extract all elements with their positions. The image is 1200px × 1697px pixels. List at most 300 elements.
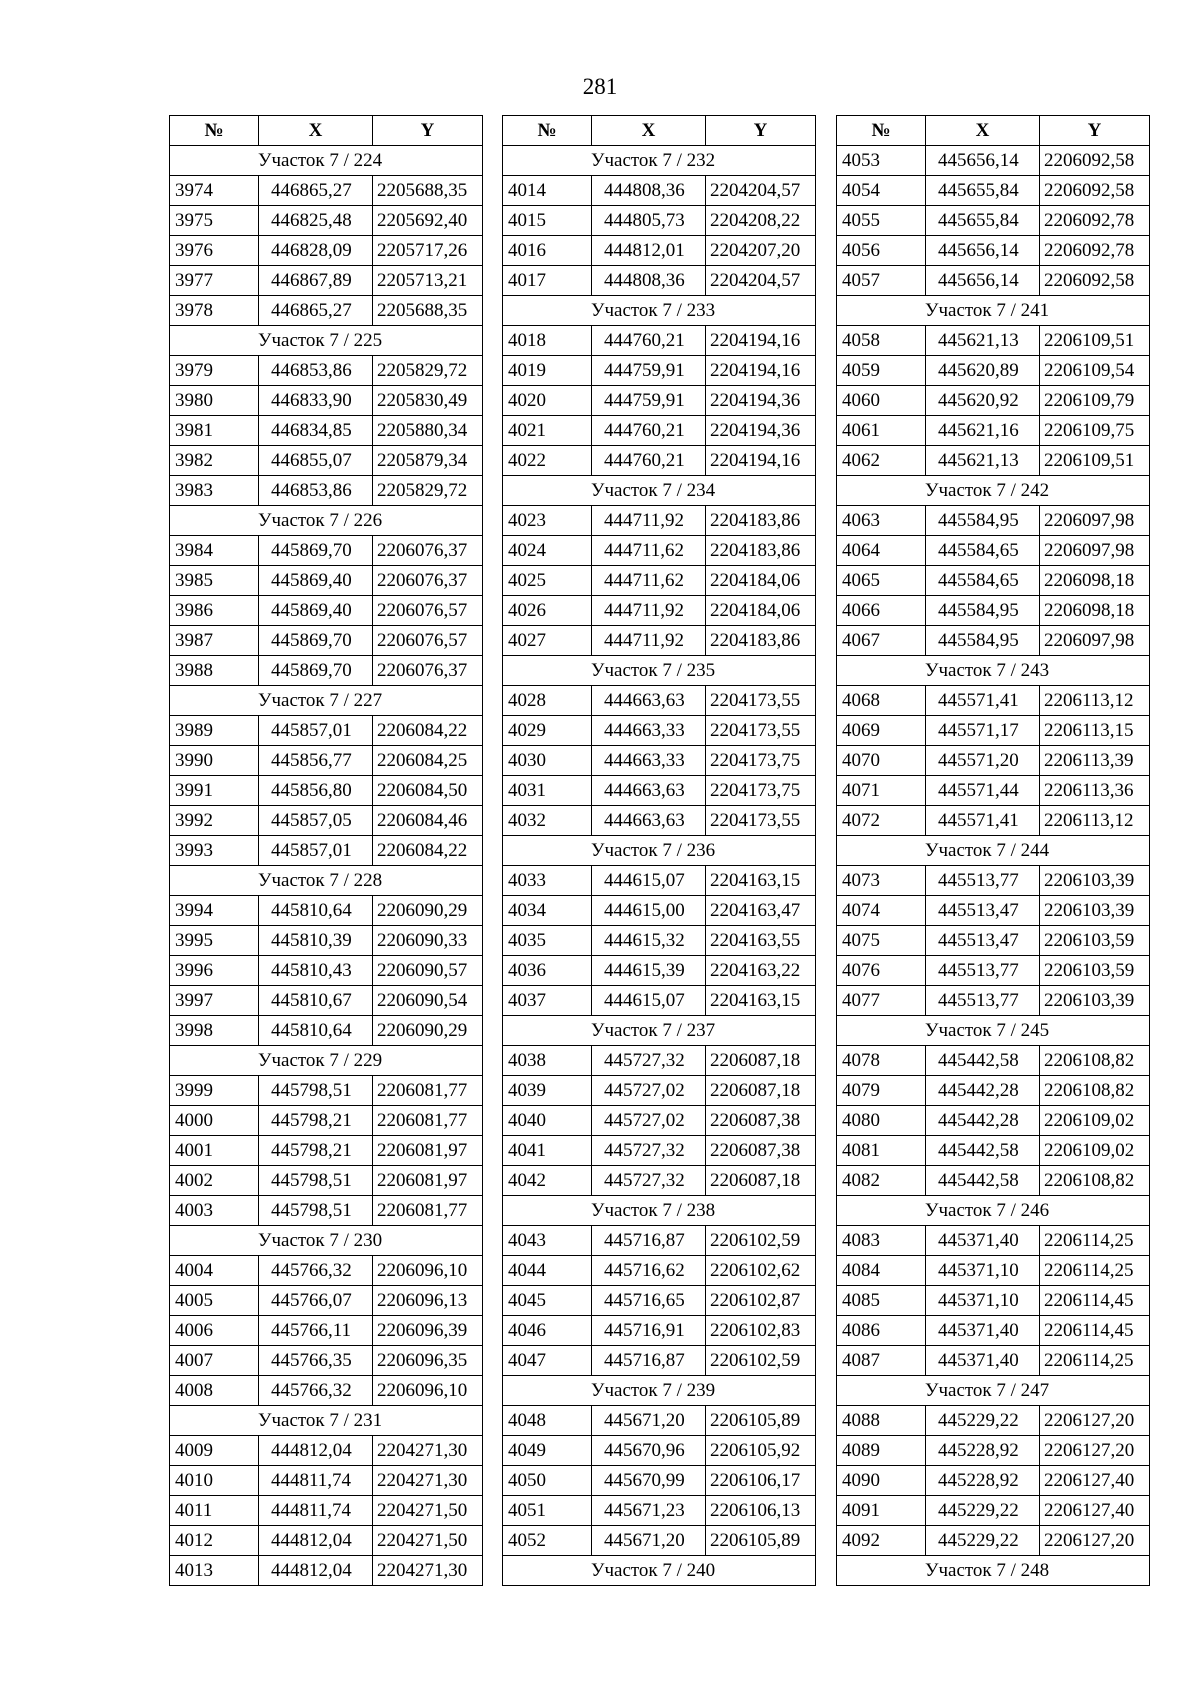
x-coordinate: 444811,74 [259,1466,373,1496]
point-number: 4059 [837,356,926,386]
table-row [503,896,816,926]
point-number: 4067 [837,626,926,656]
y-coordinate: 2206109,51 [1040,446,1150,476]
point-number: 4040 [503,1106,592,1136]
table-row [170,656,483,686]
table-row [170,236,483,266]
table-row [503,986,816,1016]
y-coordinate: 2206098,18 [1040,566,1150,596]
table-row [503,626,816,656]
x-coordinate: 446865,27 [259,176,373,206]
table-row [170,296,483,326]
x-coordinate: 445513,47 [926,896,1040,926]
y-coordinate: 2204173,75 [706,746,816,776]
section-header-row [503,656,816,686]
section-header-row [837,296,1150,326]
table-row [837,776,1150,806]
section-header-row [503,1376,816,1406]
point-number: 4062 [837,446,926,476]
point-number: 4003 [170,1196,259,1226]
table-row [170,836,483,866]
x-coordinate: 445371,40 [926,1316,1040,1346]
x-coordinate: 445810,43 [259,956,373,986]
y-coordinate: 2204183,86 [706,626,816,656]
y-coordinate: 2206090,57 [373,956,483,986]
section-header-row [837,1196,1150,1226]
x-coordinate: 445716,62 [592,1256,706,1286]
y-coordinate: 2206090,54 [373,986,483,1016]
y-coordinate: 2204204,57 [706,176,816,206]
y-coordinate: 2206127,20 [1040,1436,1150,1466]
x-coordinate: 445228,92 [926,1436,1040,1466]
x-coordinate: 445513,47 [926,926,1040,956]
y-coordinate: 2206106,17 [706,1466,816,1496]
x-coordinate: 445869,70 [259,626,373,656]
x-coordinate: 445869,70 [259,656,373,686]
section-header-row [837,1016,1150,1046]
point-number: 3979 [170,356,259,386]
point-number: 4017 [503,266,592,296]
x-coordinate: 445798,21 [259,1106,373,1136]
y-coordinate: 2206087,18 [706,1166,816,1196]
table-row [503,1226,816,1256]
y-coordinate: 2205829,72 [373,356,483,386]
y-coordinate: 2204271,30 [373,1556,483,1586]
table-row [503,416,816,446]
point-number: 4015 [503,206,592,236]
column-header-x: X [259,116,373,146]
point-number: 3997 [170,986,259,1016]
y-coordinate: 2206105,89 [706,1406,816,1436]
point-number: 4074 [837,896,926,926]
point-number: 3999 [170,1076,259,1106]
point-number: 4071 [837,776,926,806]
section-title: Участок 7 / 230 [170,1226,483,1256]
x-coordinate: 446834,85 [259,416,373,446]
y-coordinate: 2206109,79 [1040,386,1150,416]
x-coordinate: 445810,67 [259,986,373,1016]
x-coordinate: 445810,64 [259,896,373,926]
point-number: 4021 [503,416,592,446]
y-coordinate: 2206105,89 [706,1526,816,1556]
y-coordinate: 2204208,22 [706,206,816,236]
point-number: 3984 [170,536,259,566]
y-coordinate: 2204194,16 [706,356,816,386]
x-coordinate: 445869,70 [259,536,373,566]
x-coordinate: 444760,21 [592,326,706,356]
point-number: 4037 [503,986,592,1016]
table-row [837,236,1150,266]
y-coordinate: 2206114,45 [1040,1316,1150,1346]
table-row [503,236,816,266]
table-row [170,356,483,386]
table-row [837,956,1150,986]
table-row [837,626,1150,656]
y-coordinate: 2205829,72 [373,476,483,506]
table-row [170,176,483,206]
y-coordinate: 2204183,86 [706,536,816,566]
point-number: 4084 [837,1256,926,1286]
table-row [837,866,1150,896]
y-coordinate: 2206087,38 [706,1106,816,1136]
section-title: Участок 7 / 239 [503,1376,816,1406]
y-coordinate: 2206103,39 [1040,986,1150,1016]
x-coordinate: 444812,04 [259,1526,373,1556]
point-number: 4079 [837,1076,926,1106]
y-coordinate: 2206092,78 [1040,206,1150,236]
x-coordinate: 446853,86 [259,356,373,386]
point-number: 4022 [503,446,592,476]
table-row [170,956,483,986]
table-row [837,686,1150,716]
point-number: 4005 [170,1286,259,1316]
point-number: 4041 [503,1136,592,1166]
point-number: 4058 [837,326,926,356]
point-number: 4009 [170,1436,259,1466]
section-title: Участок 7 / 229 [170,1046,483,1076]
point-number: 4001 [170,1136,259,1166]
y-coordinate: 2206087,38 [706,1136,816,1166]
x-coordinate: 444663,33 [592,746,706,776]
y-coordinate: 2204163,55 [706,926,816,956]
column-header-num: № [170,116,259,146]
x-coordinate: 444663,33 [592,716,706,746]
y-coordinate: 2206081,97 [373,1166,483,1196]
y-coordinate: 2204194,36 [706,416,816,446]
x-coordinate: 446853,86 [259,476,373,506]
section-title: Участок 7 / 234 [503,476,816,506]
table-row [837,326,1150,356]
x-coordinate: 444711,62 [592,536,706,566]
table-row [170,446,483,476]
y-coordinate: 2206102,87 [706,1286,816,1316]
x-coordinate: 445869,40 [259,566,373,596]
point-number: 4090 [837,1466,926,1496]
table-row [503,956,816,986]
x-coordinate: 445670,99 [592,1466,706,1496]
point-number: 4000 [170,1106,259,1136]
x-coordinate: 445571,20 [926,746,1040,776]
point-number: 4064 [837,536,926,566]
y-coordinate: 2206113,12 [1040,686,1150,716]
y-coordinate: 2206127,20 [1040,1406,1150,1436]
y-coordinate: 2206109,75 [1040,416,1150,446]
y-coordinate: 2206113,12 [1040,806,1150,836]
y-coordinate: 2206105,92 [706,1436,816,1466]
x-coordinate: 445856,80 [259,776,373,806]
y-coordinate: 2206103,39 [1040,896,1150,926]
section-title: Участок 7 / 233 [503,296,816,326]
point-number: 3974 [170,176,259,206]
table-row [837,1106,1150,1136]
table-row [503,1106,816,1136]
point-number: 3992 [170,806,259,836]
table-row [503,596,816,626]
point-number: 3989 [170,716,259,746]
table-row [503,1316,816,1346]
point-number: 4050 [503,1466,592,1496]
x-coordinate: 445513,77 [926,866,1040,896]
y-coordinate: 2206113,36 [1040,776,1150,806]
point-number: 4056 [837,236,926,266]
table-row [170,896,483,926]
section-header-row [837,1556,1150,1586]
point-number: 4080 [837,1106,926,1136]
point-number: 4045 [503,1286,592,1316]
table-row [837,1286,1150,1316]
point-number: 3988 [170,656,259,686]
point-number: 4065 [837,566,926,596]
table-row [837,1136,1150,1166]
point-number: 4031 [503,776,592,806]
point-number: 3986 [170,596,259,626]
section-header-row [170,146,483,176]
point-number: 4069 [837,716,926,746]
coordinates-table-2 [502,115,816,1586]
y-coordinate: 2206096,39 [373,1316,483,1346]
y-coordinate: 2206097,98 [1040,626,1150,656]
section-title: Участок 7 / 237 [503,1016,816,1046]
table-row [170,926,483,956]
x-coordinate: 444759,91 [592,386,706,416]
y-coordinate: 2204271,30 [373,1466,483,1496]
x-coordinate: 445621,16 [926,416,1040,446]
x-coordinate: 445727,02 [592,1106,706,1136]
x-coordinate: 445671,20 [592,1526,706,1556]
table-row [170,1106,483,1136]
point-number: 4029 [503,716,592,746]
point-number: 4004 [170,1256,259,1286]
y-coordinate: 2204194,16 [706,326,816,356]
column-header-x: X [592,116,706,146]
y-coordinate: 2205713,21 [373,266,483,296]
table-row [170,536,483,566]
table-row [503,536,816,566]
x-coordinate: 445571,17 [926,716,1040,746]
section-title: Участок 7 / 235 [503,656,816,686]
table-row [837,1406,1150,1436]
table-header [503,116,816,146]
table-row [170,416,483,446]
point-number: 4072 [837,806,926,836]
point-number: 3981 [170,416,259,446]
point-number: 4006 [170,1316,259,1346]
y-coordinate: 2206090,29 [373,896,483,926]
y-coordinate: 2206108,82 [1040,1046,1150,1076]
table-row [503,446,816,476]
table-row [503,506,816,536]
y-coordinate: 2204194,36 [706,386,816,416]
y-coordinate: 2205717,26 [373,236,483,266]
point-number: 4042 [503,1166,592,1196]
point-number: 4019 [503,356,592,386]
table-row [837,416,1150,446]
point-number: 4025 [503,566,592,596]
section-header-row [503,1196,816,1226]
section-title: Участок 7 / 226 [170,506,483,536]
point-number: 4028 [503,686,592,716]
x-coordinate: 444711,92 [592,596,706,626]
table-row [170,1286,483,1316]
table-row [503,386,816,416]
point-number: 4092 [837,1526,926,1556]
y-coordinate: 2206081,77 [373,1196,483,1226]
coordinates-table-3 [836,115,1150,1586]
table-row [837,146,1150,176]
y-coordinate: 2204173,75 [706,776,816,806]
y-coordinate: 2206092,58 [1040,266,1150,296]
table-row [837,1466,1150,1496]
y-coordinate: 2206076,37 [373,656,483,686]
x-coordinate: 445766,32 [259,1376,373,1406]
x-coordinate: 445442,58 [926,1136,1040,1166]
point-number: 4030 [503,746,592,776]
x-coordinate: 445513,77 [926,956,1040,986]
point-number: 3995 [170,926,259,956]
y-coordinate: 2204184,06 [706,596,816,626]
x-coordinate: 445584,65 [926,566,1040,596]
table-row [170,1376,483,1406]
table-row [837,266,1150,296]
column-header-num: № [503,116,592,146]
y-coordinate: 2204271,50 [373,1496,483,1526]
section-title: Участок 7 / 240 [503,1556,816,1586]
section-title: Участок 7 / 232 [503,146,816,176]
x-coordinate: 445229,22 [926,1406,1040,1436]
section-title: Участок 7 / 241 [837,296,1150,326]
point-number: 3977 [170,266,259,296]
column-header-num: № [837,116,926,146]
x-coordinate: 445766,35 [259,1346,373,1376]
section-title: Участок 7 / 231 [170,1406,483,1436]
x-coordinate: 446865,27 [259,296,373,326]
table-row [170,1556,483,1586]
y-coordinate: 2206096,35 [373,1346,483,1376]
point-number: 4078 [837,1046,926,1076]
y-coordinate: 2206096,10 [373,1256,483,1286]
x-coordinate: 445766,07 [259,1286,373,1316]
y-coordinate: 2204183,86 [706,506,816,536]
point-number: 3998 [170,1016,259,1046]
section-header-row [170,1046,483,1076]
table-row [837,1436,1150,1466]
y-coordinate: 2204173,55 [706,716,816,746]
table-row [837,1316,1150,1346]
point-number: 4026 [503,596,592,626]
section-header-row [503,1556,816,1586]
point-number: 4086 [837,1316,926,1346]
x-coordinate: 445716,65 [592,1286,706,1316]
table-row [837,806,1150,836]
point-number: 4081 [837,1136,926,1166]
x-coordinate: 445655,84 [926,176,1040,206]
x-coordinate: 444615,39 [592,956,706,986]
point-number: 4048 [503,1406,592,1436]
y-coordinate: 2204173,55 [706,806,816,836]
y-coordinate: 2206102,59 [706,1226,816,1256]
table-row [837,1046,1150,1076]
y-coordinate: 2205830,49 [373,386,483,416]
x-coordinate: 444615,07 [592,986,706,1016]
point-number: 4075 [837,926,926,956]
table-row [837,536,1150,566]
x-coordinate: 445584,65 [926,536,1040,566]
y-coordinate: 2206114,25 [1040,1256,1150,1286]
section-header-row [503,1016,816,1046]
table-row [503,266,816,296]
x-coordinate: 446855,07 [259,446,373,476]
x-coordinate: 445857,05 [259,806,373,836]
section-title: Участок 7 / 242 [837,476,1150,506]
table-body [837,146,1150,1586]
x-coordinate: 445584,95 [926,626,1040,656]
table-row [837,926,1150,956]
x-coordinate: 445620,89 [926,356,1040,386]
section-title: Участок 7 / 247 [837,1376,1150,1406]
table-row [503,716,816,746]
x-coordinate: 444711,92 [592,506,706,536]
section-title: Участок 7 / 246 [837,1196,1150,1226]
y-coordinate: 2206108,82 [1040,1166,1150,1196]
table-row [170,566,483,596]
point-number: 3990 [170,746,259,776]
y-coordinate: 2206084,46 [373,806,483,836]
y-coordinate: 2206102,83 [706,1316,816,1346]
y-coordinate: 2206096,13 [373,1286,483,1316]
x-coordinate: 445810,39 [259,926,373,956]
x-coordinate: 445716,87 [592,1226,706,1256]
x-coordinate: 444812,04 [259,1436,373,1466]
table-row [503,866,816,896]
column-header-y: Y [706,116,816,146]
x-coordinate: 444711,92 [592,626,706,656]
point-number: 4053 [837,146,926,176]
table-row [170,1076,483,1106]
section-title: Участок 7 / 245 [837,1016,1150,1046]
table-row [503,326,816,356]
point-number: 4054 [837,176,926,206]
table-row [837,1076,1150,1106]
y-coordinate: 2206087,18 [706,1046,816,1076]
x-coordinate: 445671,20 [592,1406,706,1436]
y-coordinate: 2206084,22 [373,716,483,746]
x-coordinate: 445442,58 [926,1166,1040,1196]
table-header [837,116,1150,146]
y-coordinate: 2206081,97 [373,1136,483,1166]
point-number: 4051 [503,1496,592,1526]
section-header-row [837,1376,1150,1406]
x-coordinate: 444711,62 [592,566,706,596]
point-number: 3987 [170,626,259,656]
x-coordinate: 445798,51 [259,1196,373,1226]
point-number: 4066 [837,596,926,626]
x-coordinate: 445371,10 [926,1286,1040,1316]
table-row [837,176,1150,206]
x-coordinate: 444808,36 [592,176,706,206]
x-coordinate: 445727,32 [592,1166,706,1196]
x-coordinate: 444663,63 [592,806,706,836]
point-number: 4032 [503,806,592,836]
section-title: Участок 7 / 228 [170,866,483,896]
x-coordinate: 444615,00 [592,896,706,926]
x-coordinate: 445656,14 [926,236,1040,266]
y-coordinate: 2205880,34 [373,416,483,446]
column-header-y: Y [373,116,483,146]
point-number: 3978 [170,296,259,326]
y-coordinate: 2206103,59 [1040,956,1150,986]
table-row [837,1256,1150,1286]
table-row [503,776,816,806]
